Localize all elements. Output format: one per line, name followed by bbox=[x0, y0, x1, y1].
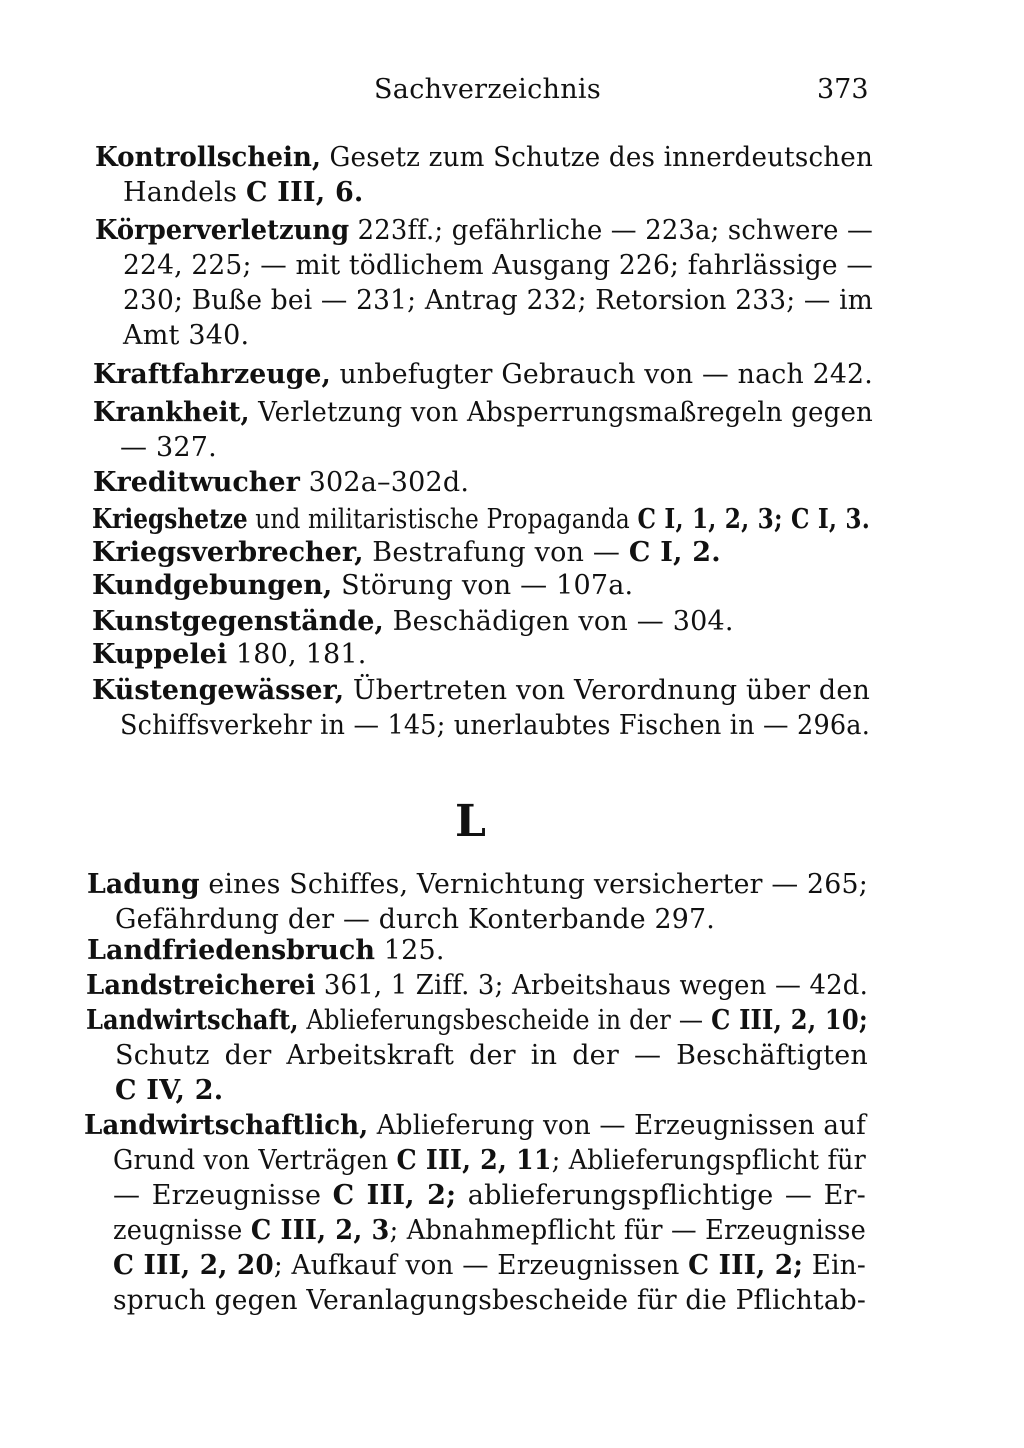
entry-text: 180, 181. bbox=[227, 639, 367, 670]
entry-keyword: Landwirtschaftlich, bbox=[84, 1110, 369, 1141]
entry-keyword: Kriegsverbrecher, bbox=[92, 537, 364, 568]
running-title: Sachverzeichnis bbox=[374, 74, 601, 105]
entry-line bbox=[93, 357, 873, 393]
entry-text: Ablieferungsbescheide in der — bbox=[298, 1005, 712, 1036]
entry-keyword: Kontrollschein, bbox=[95, 142, 321, 173]
entry-keyword: Krankheit, bbox=[93, 397, 250, 428]
entry-text: 361, 1 Ziff. 3; Arbeitshaus wegen — 42d. bbox=[315, 970, 868, 1001]
entry-text: Amt 340. bbox=[123, 320, 250, 351]
entry-continuation-line bbox=[123, 283, 873, 319]
entry-line bbox=[92, 604, 734, 640]
entry-continuation-line bbox=[113, 1248, 866, 1284]
entry-line bbox=[84, 1108, 866, 1144]
entry-text: — Erzeugnisse bbox=[113, 1180, 333, 1211]
entry-line bbox=[87, 867, 868, 903]
entry-text: 224, 225; — mit tödlichem Ausgang 226; fahrlässige — bbox=[123, 250, 873, 281]
entry-line bbox=[93, 395, 873, 431]
entry-line bbox=[92, 673, 870, 709]
entry-text: Gesetz zum Schutze des innerdeutschen bbox=[320, 142, 873, 173]
entry-text: unbefugter Gebrauch von — nach 242. bbox=[330, 359, 873, 390]
entry-line bbox=[92, 637, 367, 673]
entry-text: Grund von Verträgen bbox=[113, 1145, 397, 1176]
entry-text: spruch gegen Veranlagungsbescheide für die Pflichtab- bbox=[113, 1285, 866, 1316]
entry-reference: C III, 2, 10; bbox=[711, 1005, 868, 1036]
entry-text: und militaristische Propaganda bbox=[247, 504, 638, 535]
entry-keyword: Landwirtschaft, bbox=[86, 1005, 299, 1036]
entry-text: 125. bbox=[374, 935, 445, 966]
entry-continuation-line bbox=[120, 708, 870, 744]
entry-line bbox=[86, 1003, 868, 1039]
entry-text: Verletzung von Absperrungsmaßregeln gegen bbox=[249, 397, 874, 428]
entry-keyword: Landstreicherei bbox=[86, 970, 316, 1001]
page-number: 373 bbox=[817, 74, 869, 105]
entry-continuation-line bbox=[113, 1283, 866, 1319]
entry-text: eines Schiffes, Vernichtung versicherter — 265; bbox=[199, 869, 868, 900]
section-letter: L bbox=[455, 796, 486, 847]
entry-keyword: Kundgebungen, bbox=[92, 570, 333, 601]
entry-text: Störung von — 107a. bbox=[332, 570, 634, 601]
entry-reference: C III, 6. bbox=[245, 177, 364, 208]
entry-reference: C III, 2; bbox=[332, 1180, 457, 1211]
entry-line bbox=[93, 465, 469, 501]
entry-line bbox=[86, 968, 868, 1004]
entry-text: 302a–302d. bbox=[299, 467, 470, 498]
entry-text: Handels bbox=[123, 177, 246, 208]
entry-keyword: Landfriedensbruch bbox=[87, 935, 375, 966]
entry-reference: C I, 2. bbox=[628, 537, 721, 568]
entry-line bbox=[92, 568, 633, 604]
entry-text: ; Ablieferungspflicht für bbox=[551, 1145, 866, 1176]
entry-text: Gefährdung der — durch Konterbande 297. bbox=[115, 904, 715, 935]
entry-text: Ein- bbox=[803, 1250, 866, 1281]
entry-reference: C III, 2; bbox=[688, 1250, 804, 1281]
entry-continuation-line bbox=[113, 1178, 866, 1214]
entry-keyword: Körperverletzung bbox=[95, 215, 350, 246]
entry-reference: C III, 2, 11 bbox=[396, 1145, 552, 1176]
entry-keyword: Ladung bbox=[87, 869, 200, 900]
entry-reference: C I, 1, 2, 3; C I, 3. bbox=[637, 504, 870, 535]
entry-keyword: Kraftfahrzeuge, bbox=[93, 359, 331, 390]
entry-continuation-line bbox=[123, 248, 873, 284]
entry-reference: C III, 2, 20 bbox=[113, 1250, 274, 1281]
entry-keyword: Kunstgegenstände, bbox=[92, 606, 384, 637]
entry-keyword: Kreditwucher bbox=[93, 467, 300, 498]
entry-continuation-line bbox=[115, 1073, 223, 1109]
entry-line bbox=[87, 933, 445, 969]
entry-text: ablieferungspflichtige — Er- bbox=[456, 1180, 866, 1211]
entry-text: Beschädigen von — 304. bbox=[383, 606, 734, 637]
entry-continuation-line bbox=[123, 318, 249, 354]
entry-text: Bestrafung von — bbox=[363, 537, 629, 568]
entry-line bbox=[95, 213, 873, 249]
entry-text: Ablieferung von — Erzeugnissen auf bbox=[368, 1110, 866, 1141]
entry-text: ; Abnahmepflicht für — Erzeugnisse bbox=[389, 1215, 866, 1246]
entry-text: ; Aufkauf von — Erzeugnissen bbox=[273, 1250, 689, 1281]
entry-continuation-line bbox=[113, 1213, 866, 1249]
entry-continuation-line bbox=[113, 1143, 866, 1179]
entry-text: 223ff.; gefährliche — 223a; schwere — bbox=[349, 215, 873, 246]
entry-continuation-line bbox=[123, 175, 364, 211]
entry-line bbox=[95, 140, 873, 176]
entry-text: Übertreten von Verordnung über den bbox=[344, 675, 871, 706]
entry-text: Schiffsverkehr in — 145; unerlaubtes Fischen in — 296a. bbox=[120, 710, 870, 741]
entry-text: — 327. bbox=[120, 432, 217, 463]
entry-reference: C III, 2, 3 bbox=[250, 1215, 390, 1246]
entry-continuation-line bbox=[115, 1038, 868, 1074]
entry-line bbox=[92, 502, 870, 538]
entry-line bbox=[92, 535, 721, 571]
entry-keyword: Küstengewässer, bbox=[92, 675, 345, 706]
entry-keyword: Kuppelei bbox=[92, 639, 228, 670]
entry-text: zeugnisse bbox=[113, 1215, 251, 1246]
entry-continuation-line bbox=[120, 430, 217, 466]
entry-text: 230; Buße bei — 231; Antrag 232; Retorsion 233; — im bbox=[123, 285, 873, 316]
entry-reference: C IV, 2. bbox=[115, 1075, 224, 1106]
entry-keyword: Kriegshetze bbox=[92, 504, 248, 535]
entry-text: Schutz der Arbeitskraft der in der — Beschäftigten bbox=[115, 1040, 868, 1071]
